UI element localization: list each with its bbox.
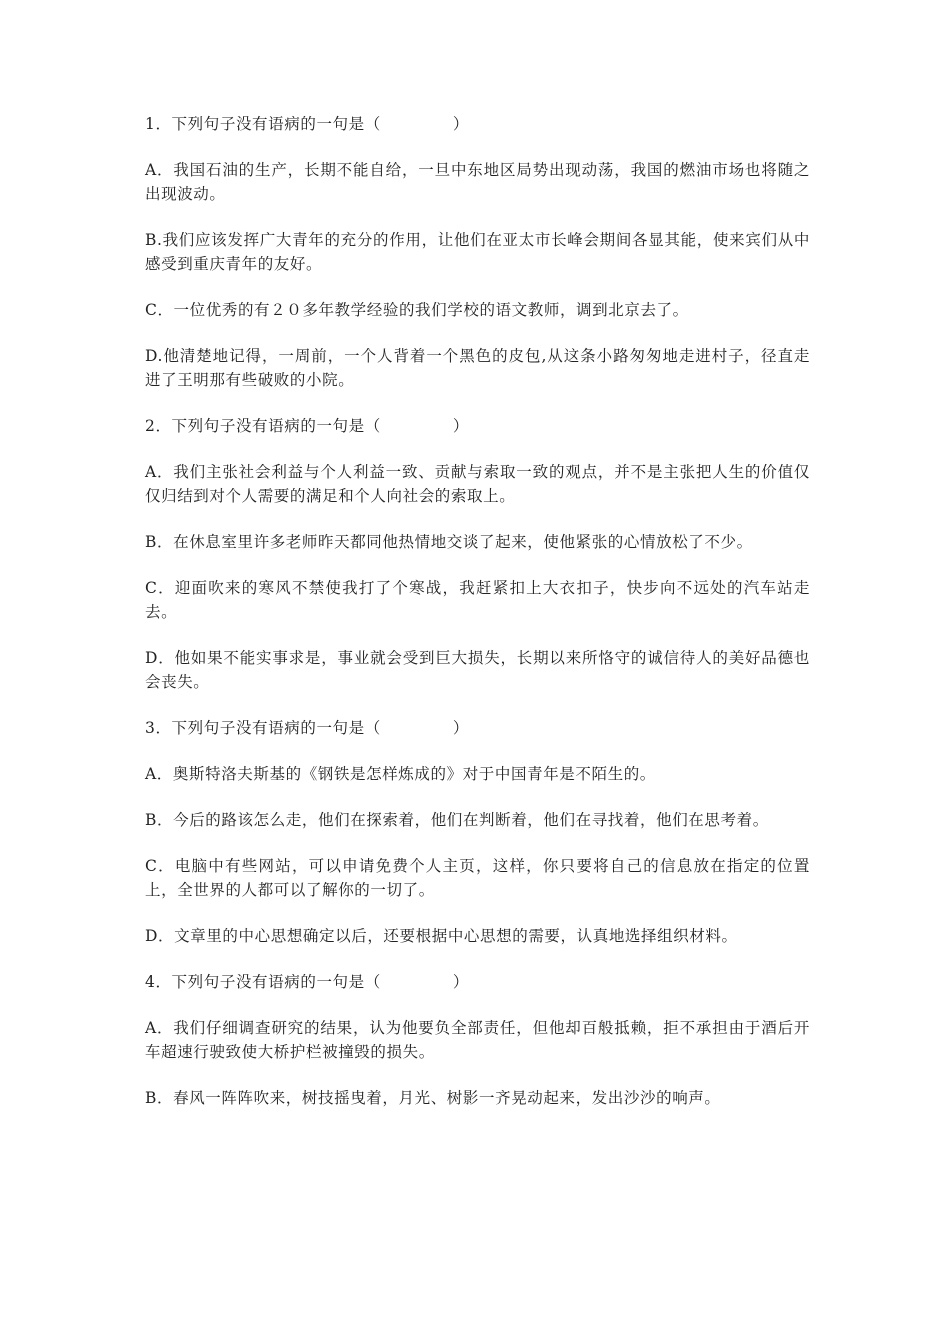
question-close-paren: ）: [452, 973, 469, 991]
question-close-paren: ）: [452, 417, 469, 435]
question-close-paren: ）: [452, 115, 469, 133]
question-2-option-b: B．在休息室里许多老师昨天都同他热情地交谈了起来，使他紧张的心情放松了不少。: [145, 533, 753, 551]
question-4-option-a: A．我们仔细调查研究的结果，认为他要负全部责任，但他却百般抵赖，拒不承担由于酒后开车超速行驶致使大桥护栏被撞毁的损失。: [145, 1019, 810, 1061]
question-close-paren: ）: [452, 719, 469, 737]
question-stem-text: 1．下列句子没有语病的一句是（: [145, 115, 381, 133]
question-3-option-c: C．电脑中有些网站，可以申请免费个人主页，这样，你只要将自己的信息放在指定的位置上，全世界的人都可以了解你的一切了。: [145, 857, 810, 899]
question-1-stem: [145, 112, 810, 136]
question-1-option-b: B.我们应该发挥广大青年的充分的作用，让他们在亚太市长峰会期间各显其能，使来宾们从中感受到重庆青年的友好。: [145, 231, 810, 273]
question-3-stem: [145, 716, 810, 740]
question-1-option-a: A．我国石油的生产，长期不能自给，一旦中东地区局势出现动荡，我国的燃油市场也将随之出现波动。: [145, 161, 810, 203]
question-3-option-b: B．今后的路该怎么走，他们在探索着，他们在判断着，他们在寻找着，他们在思考着。: [145, 811, 769, 829]
question-stem-text: 2．下列句子没有语病的一句是（: [145, 417, 381, 435]
question-1-option-c: C．一位优秀的有２０多年教学经验的我们学校的语文教师，调到北京去了。: [145, 301, 689, 319]
question-2-stem: [145, 414, 810, 438]
question-stem-text: 3．下列句子没有语病的一句是（: [145, 719, 381, 737]
question-2-option-c: C．迎面吹来的寒风不禁使我打了个寒战，我赶紧扣上大衣扣子，快步向不远处的汽车站走去。: [145, 579, 810, 621]
question-4-option-b: B．春风一阵阵吹来，树技摇曳着，月光、树影一齐晃动起来，发出沙沙的响声。: [145, 1089, 721, 1107]
question-stem-text: 4．下列句子没有语病的一句是（: [145, 973, 381, 991]
question-4-stem: [145, 970, 810, 994]
question-2-option-d: D．他如果不能实事求是，事业就会受到巨大损失，长期以来所恪守的诚信待人的美好品德也会丧失。: [145, 649, 810, 691]
question-3-option-a: A．奥斯特洛夫斯基的《钢铁是怎样炼成的》对于中国青年是不陌生的。: [145, 765, 656, 783]
document-page: [145, 112, 810, 1132]
question-2-option-a: A．我们主张社会利益与个人利益一致、贡献与索取一致的观点，并不是主张把人生的价值仅仅归结到对个人需要的满足和个人向社会的索取上。: [145, 463, 810, 505]
question-3-option-d: D．文章里的中心思想确定以后，还要根据中心思想的需要，认真地选择组织材料。: [145, 927, 738, 945]
question-1-option-d: D.他清楚地记得，一周前，一个人背着一个黑色的皮包,从这条小路匆匆地走进村子，径直走进了王明那有些破败的小院。: [145, 347, 810, 389]
